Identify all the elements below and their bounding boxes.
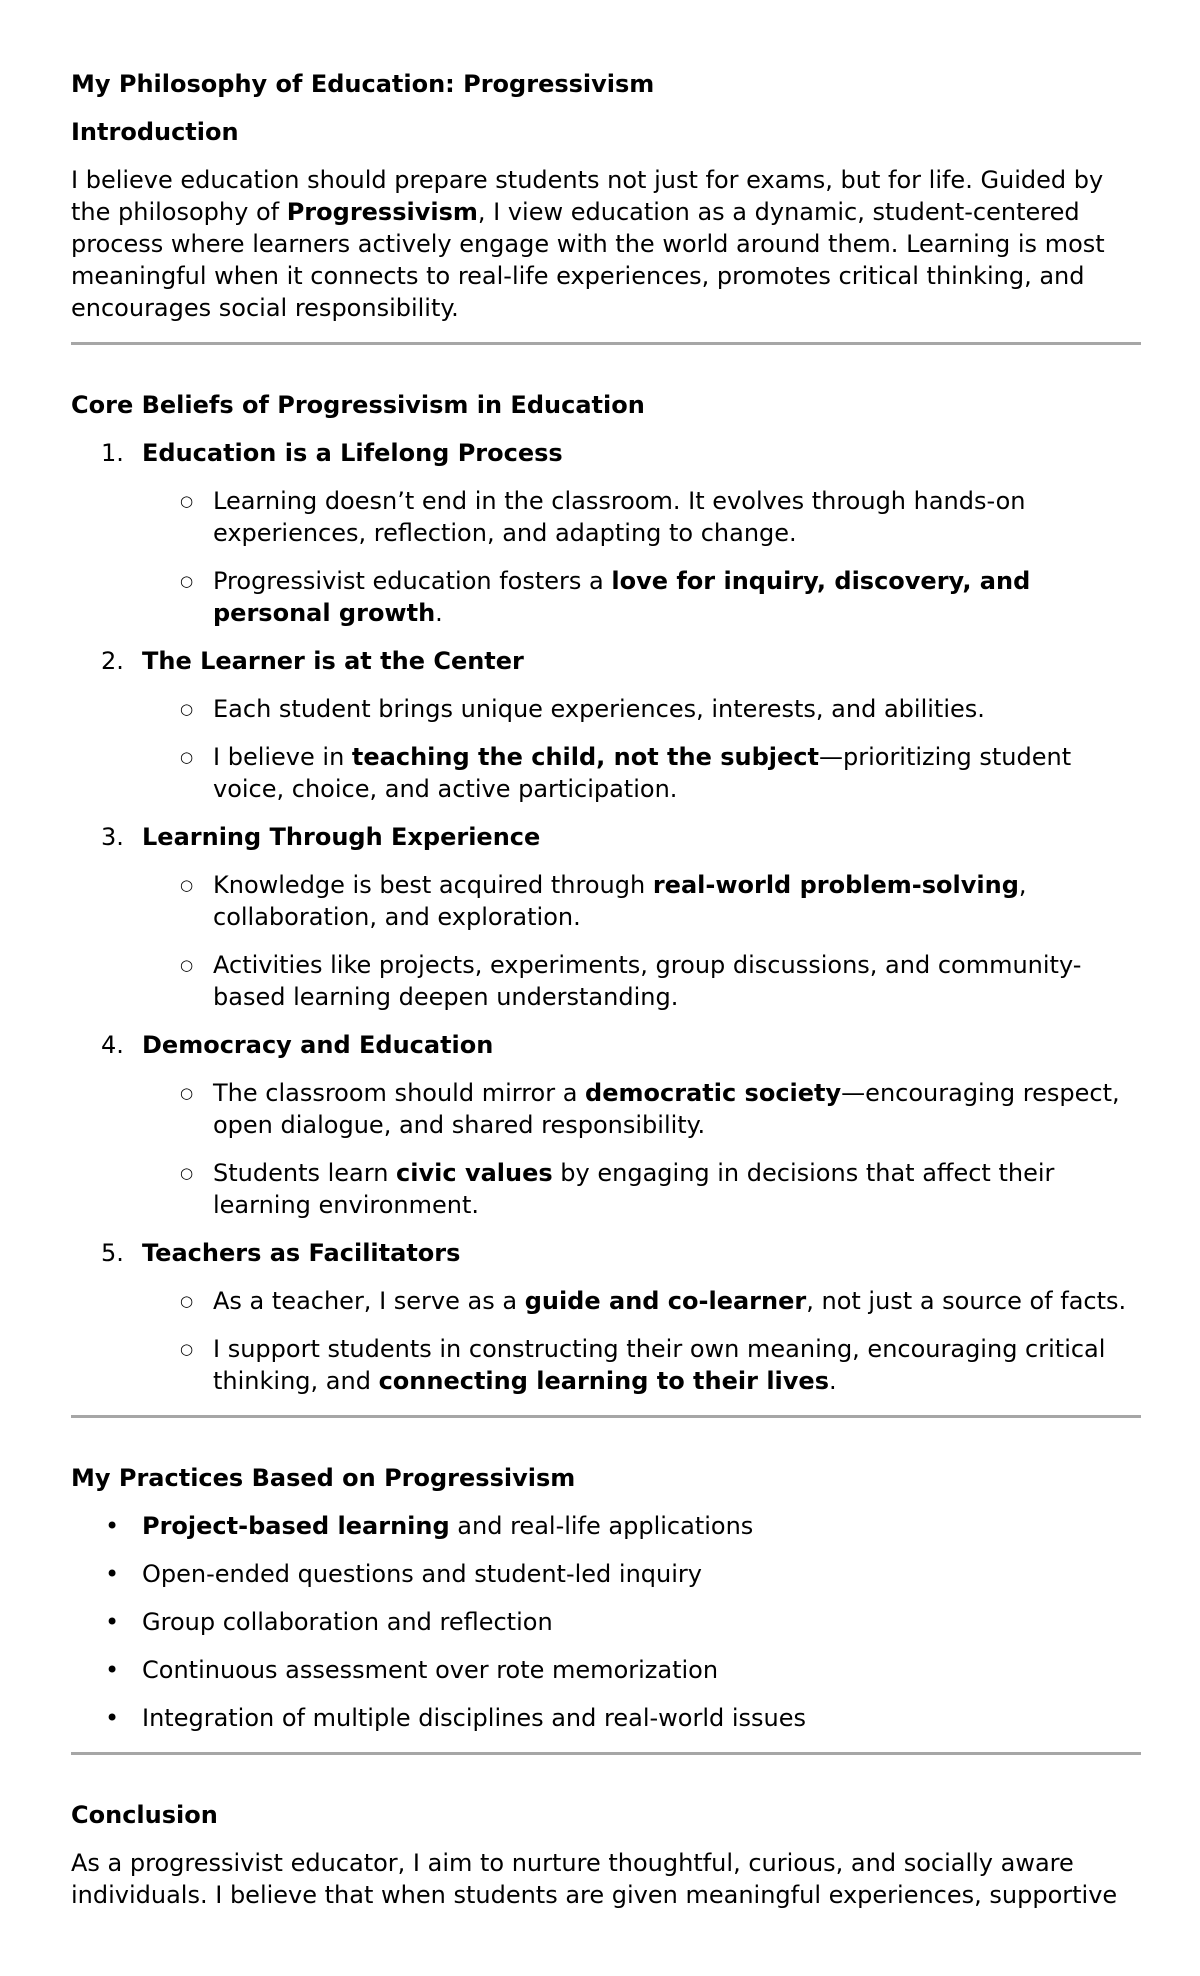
core-belief-item [71, 821, 1141, 1013]
belief-point [142, 741, 1141, 805]
circle-bullet-icon: ○ [180, 492, 194, 510]
document-title: My Philosophy of Education: Progressivism [71, 70, 655, 98]
introduction-text-start: I believe education should prepare students not just for exams, but for life. Guided by the philosophy of [71, 166, 1104, 226]
practice-item [71, 1558, 1141, 1590]
belief-point-text: Progressivist education fosters a [213, 567, 612, 595]
circle-bullet-icon: ○ [180, 1292, 194, 1310]
belief-point [142, 1285, 1141, 1317]
section-divider [71, 342, 1141, 345]
circle-bullet-icon: ○ [180, 748, 194, 766]
conclusion-heading: Conclusion [71, 1801, 218, 1829]
core-belief-points [142, 693, 1141, 805]
belief-point-text-end: . [828, 1367, 837, 1395]
circle-bullet-icon: ○ [180, 1084, 194, 1102]
belief-point-text-end: , not just a source of facts. [806, 1287, 1127, 1315]
practice-item [71, 1510, 1141, 1542]
belief-point [142, 1157, 1141, 1221]
belief-point [142, 485, 1141, 549]
practice-item-bold: Project-based learning [142, 1512, 450, 1540]
belief-point-text-end: by engaging in decisions that affect their learning environment. [213, 1159, 1055, 1219]
core-belief-points [142, 869, 1141, 1013]
introduction-bold-term: Progressivism [286, 198, 478, 226]
core-beliefs-section [71, 389, 1141, 1397]
practice-item [71, 1606, 1141, 1638]
practice-item-text: Open-ended questions and student-led inquiry [142, 1560, 702, 1588]
section-divider [71, 1415, 1141, 1418]
practices-section [71, 1462, 1141, 1734]
list-number: 2. [101, 647, 124, 675]
belief-point [142, 1077, 1141, 1141]
circle-bullet-icon: ○ [180, 1164, 194, 1182]
section-divider [71, 1752, 1141, 1755]
core-belief-points [142, 1077, 1141, 1221]
practice-item-text: Continuous assessment over rote memorization [142, 1656, 719, 1684]
belief-point-text-end: —encouraging respect, open dialogue, and shared responsibility. [213, 1079, 1120, 1139]
introduction-text-end: , I view education as a dynamic, student-centered process where learners actively engage with the world around them. Learning is most meaningful when it connects to real-life experiences, promotes critical thinking, and encourages social responsibility. [71, 198, 1105, 322]
bullet-dot-icon: • [105, 1704, 120, 1732]
core-belief-item [71, 645, 1141, 805]
belief-point [142, 693, 1141, 725]
core-beliefs-heading: Core Beliefs of Progressivism in Education [71, 391, 645, 419]
belief-point-text: Knowledge is best acquired through [213, 871, 653, 899]
belief-point [142, 1333, 1141, 1397]
belief-point [142, 869, 1141, 933]
list-number: 1. [101, 439, 124, 467]
core-belief-points [142, 485, 1141, 629]
practices-list [71, 1510, 1141, 1734]
belief-point-text-end: —prioritizing student voice, choice, and active participation. [213, 743, 1072, 803]
belief-point-text: Students learn [213, 1159, 397, 1187]
introduction-heading: Introduction [71, 118, 239, 146]
belief-point-text: Learning doesn’t end in the classroom. It evolves through hands-on experiences, reflection, and adapting to change. [213, 487, 1026, 547]
core-belief-title: Education is a Lifelong Process [142, 439, 563, 467]
bullet-dot-icon: • [105, 1512, 120, 1540]
practice-item-text: Integration of multiple disciplines and real-world issues [142, 1704, 807, 1732]
circle-bullet-icon: ○ [180, 572, 194, 590]
belief-point-text: As a teacher, I serve as a [213, 1287, 525, 1315]
belief-point-text-end: . [435, 599, 443, 627]
conclusion-paragraph: As a progressivist educator, I aim to nurture thoughtful, curious, and socially aware individuals. I believe that when students are given meaningful experiences, supportive [71, 1849, 1118, 1909]
core-belief-points [142, 1285, 1141, 1397]
belief-point-bold: civic values [396, 1159, 553, 1187]
belief-point-text: I support students in constructing their own meaning, encouraging critical thinking, and [213, 1335, 1106, 1395]
practice-item [71, 1702, 1141, 1734]
circle-bullet-icon: ○ [180, 876, 194, 894]
bullet-dot-icon: • [105, 1608, 120, 1636]
belief-point-bold: real-world problem-solving [652, 871, 1019, 899]
belief-point-text: I believe in [213, 743, 352, 771]
belief-point-bold: connecting learning to their lives [378, 1367, 829, 1395]
belief-point [142, 949, 1141, 1013]
circle-bullet-icon: ○ [180, 700, 194, 718]
core-belief-item [71, 437, 1141, 629]
list-number: 3. [101, 823, 124, 851]
core-belief-title: Democracy and Education [142, 1031, 494, 1059]
belief-point-bold: love for inquiry, discovery, and personal growth [213, 567, 1031, 627]
list-number: 4. [101, 1031, 124, 1059]
belief-point-text-end: , collaboration, and exploration. [213, 871, 1027, 931]
practice-item-text: Group collaboration and reflection [142, 1608, 553, 1636]
belief-point-bold: democratic society [585, 1079, 842, 1107]
practice-item-text: and real-life applications [449, 1512, 754, 1540]
introduction-section [71, 116, 1141, 324]
belief-point [142, 565, 1141, 629]
bullet-dot-icon: • [105, 1656, 120, 1684]
conclusion-section [71, 1799, 1141, 1911]
core-beliefs-list [71, 437, 1141, 1397]
practices-heading: My Practices Based on Progressivism [71, 1464, 576, 1492]
belief-point-text: Each student brings unique experiences, interests, and abilities. [213, 695, 985, 723]
introduction-paragraph [71, 164, 1141, 324]
circle-bullet-icon: ○ [180, 1340, 194, 1358]
core-belief-title: Learning Through Experience [142, 823, 541, 851]
core-belief-item [71, 1237, 1141, 1397]
document-page [71, 68, 1141, 1911]
list-number: 5. [101, 1239, 124, 1267]
belief-point-bold: guide and co-learner [524, 1287, 807, 1315]
bullet-dot-icon: • [105, 1560, 120, 1588]
circle-bullet-icon: ○ [180, 956, 194, 974]
core-belief-title: Teachers as Facilitators [142, 1239, 461, 1267]
belief-point-text: The classroom should mirror a [213, 1079, 586, 1107]
core-belief-item [71, 1029, 1141, 1221]
practice-item [71, 1654, 1141, 1686]
belief-point-text: Activities like projects, experiments, group discussions, and community-based learning deepen understanding. [213, 951, 1082, 1011]
belief-point-bold: teaching the child, not the subject [351, 743, 819, 771]
core-belief-title: The Learner is at the Center [142, 647, 524, 675]
